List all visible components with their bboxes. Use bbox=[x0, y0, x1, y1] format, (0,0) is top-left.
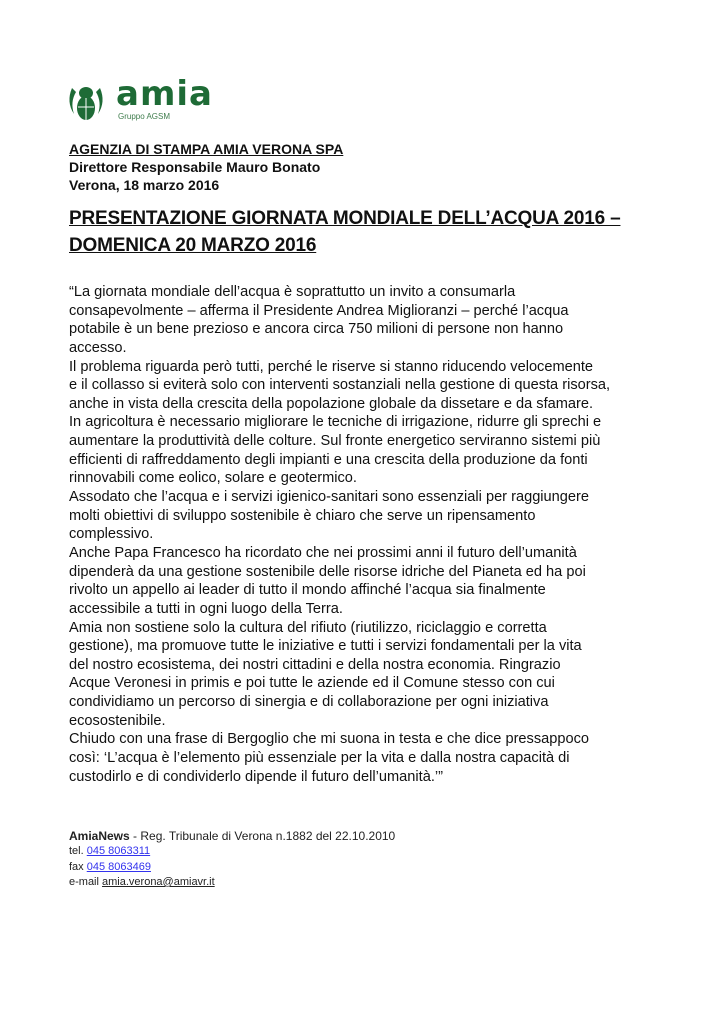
body-line: “La giornata mondiale dell’acqua è soprattutto un invito a consumarla bbox=[69, 284, 516, 300]
tel-label: tel. bbox=[69, 845, 87, 857]
footer-registration: - Reg. Tribunale di Verona n.1882 del 22.10.2010 bbox=[129, 829, 396, 843]
scarab-emblem-icon bbox=[66, 80, 106, 124]
amia-logo bbox=[66, 74, 226, 124]
agency-name: AGENZIA DI STAMPA AMIA VERONA SPA bbox=[69, 141, 344, 157]
body-line: consapevolmente – afferma il Presidente Andrea Miglioranzi – perché l’acqua bbox=[69, 302, 569, 319]
page-title bbox=[69, 205, 620, 259]
email-label: e-mail bbox=[69, 876, 103, 888]
body-line: del nostro ecosistema, dei nostri cittadini e della nostra economia. Ringrazio bbox=[69, 656, 561, 673]
body-line: anche in vista della crescita della popolazione globale da dissetare e da sfamare. bbox=[69, 395, 594, 412]
logo-subtitle: Gruppo AGSM bbox=[118, 112, 171, 121]
body-line: Acque Veronesi in primis e poi tutte le aziende ed il Comune stesso con cui bbox=[69, 675, 555, 692]
body-line: In agricoltura è necessario migliorare le tecniche di irrigazione, ridurre gli sprechi e bbox=[69, 414, 602, 431]
body-line: Assodato che l’acqua e i servizi igienico-sanitari sono essenziali per raggiungere bbox=[69, 489, 589, 506]
body-line: accesso. bbox=[69, 339, 127, 356]
body-line: Il problema riguarda però tutti, perché le riserve si stanno riducendo velocemente bbox=[69, 358, 594, 375]
director-line: Direttore Responsabile Mauro Bonato bbox=[69, 159, 321, 175]
body-line: rivolto un appello ai leader di tutto il mondo affinché l’acqua sia finalmente bbox=[69, 582, 546, 599]
article-body bbox=[69, 283, 610, 786]
body-line: Anche Papa Francesco ha ricordato che nei prossimi anni il futuro dell’umanità bbox=[69, 544, 577, 561]
fax-link[interactable]: 045 8063469 bbox=[86, 860, 151, 873]
body-line: Chiudo con una frase di Bergoglio che mi suona in testa e che dice pressappoco bbox=[69, 731, 590, 748]
body-line: ecosostenibile. bbox=[69, 712, 166, 729]
title-line-1: PRESENTAZIONE GIORNATA MONDIALE DELL’ACQUA 2016 – bbox=[69, 208, 621, 229]
body-line: e il collasso si eviterà solo con interventi sostanziali nella gestione di questa risorsa, bbox=[69, 377, 611, 394]
body-line: efficienti di raffreddamento degli impianti e una crescita della produzione da fonti bbox=[69, 451, 588, 468]
date-line: Verona, 18 marzo 2016 bbox=[69, 177, 220, 193]
body-line: accessibile a tutti in ogni luogo della Terra. bbox=[69, 600, 343, 617]
footer-brand: AmiaNews bbox=[69, 829, 130, 843]
title-line-2: DOMENICA 20 MARZO 2016 bbox=[69, 235, 317, 256]
body-line: gestione), ma promuove tutte le iniziative e tutti i servizi fondamentali per la vita bbox=[69, 638, 582, 655]
body-line: potabile è un bene prezioso e ancora circa 750 milioni di persone non hanno bbox=[69, 321, 564, 338]
body-line: molti obiettivi di sviluppo sostenibile è chiaro che serve un ripensamento bbox=[69, 507, 536, 524]
tel-link[interactable]: 045 8063311 bbox=[86, 845, 151, 857]
logo-wordmark: amia bbox=[116, 74, 213, 114]
body-line: aumentare la produttività delle colture. Sul fronte energetico serviranno sistemi più bbox=[69, 433, 601, 450]
body-line: rinnovabili come eolico, solare e geotermico. bbox=[69, 470, 357, 487]
body-line: custodirlo e di condividerlo dipende il futuro dell’umanità.’” bbox=[69, 768, 443, 785]
fax-label: fax bbox=[69, 860, 87, 873]
footer bbox=[69, 829, 395, 891]
body-line: dipenderà da una gestione sostenibile delle risorse idriche del Pianeta ed ha poi bbox=[69, 563, 586, 580]
body-line: così: ‘L’acqua è l’elemento più essenziale per la vita e dalla nostra capacità di bbox=[69, 750, 570, 767]
body-line: complessivo. bbox=[69, 526, 154, 543]
body-line: Amia non sostiene solo la cultura del rifiuto (riutilizzo, riciclaggio e corretta bbox=[69, 619, 547, 636]
body-line: condividiamo un percorso di sinergia e di collaborazione per ogni iniziativa bbox=[69, 694, 549, 711]
email-link[interactable]: amia.verona@amiavr.it bbox=[102, 876, 215, 888]
press-header bbox=[69, 140, 343, 194]
